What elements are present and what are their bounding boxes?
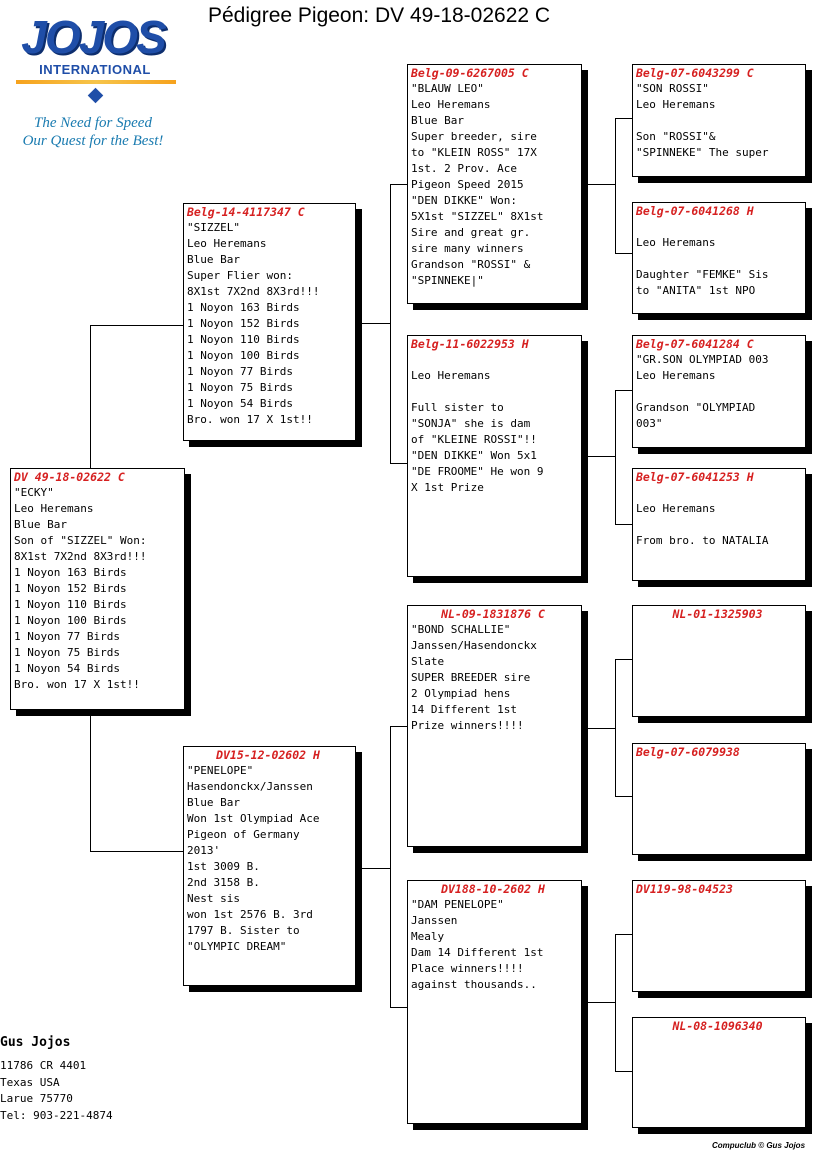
connector-line xyxy=(615,524,633,525)
pigeon-info-line: "ECKY" xyxy=(14,486,54,499)
logo-subtitle: INTERNATIONAL xyxy=(39,62,151,77)
ring-number: DV119-98-04523 xyxy=(636,882,733,896)
pigeon-info-line: Leo Heremans xyxy=(636,98,716,111)
pigeon-info-line: Mealy xyxy=(411,930,445,943)
pigeon-card-sire-sire-dam[interactable] xyxy=(632,202,806,314)
connector-line xyxy=(615,659,616,796)
logo-tagline-1: The Need for Speed xyxy=(34,115,152,131)
pigeon-info-line: Full sister to xyxy=(411,401,504,414)
pigeon-info-line: 1st 3009 B. xyxy=(187,860,260,873)
pigeon-card-dam-dam-sire[interactable] xyxy=(632,880,806,992)
ring-number: Belg-07-6079938 xyxy=(636,745,740,759)
pigeon-info-line xyxy=(636,219,805,235)
pigeon-info-line: "SPINNEKE" The super xyxy=(636,146,769,159)
pigeon-info-line: "SIZZEL" xyxy=(187,221,240,234)
pigeon-info-line: "DE FROOME" He won 9 xyxy=(411,465,544,478)
pigeon-info-line: Sire and great gr. xyxy=(411,226,531,239)
pigeon-card-sire-sire-sire[interactable] xyxy=(632,64,806,177)
pigeon-info-line: Won 1st Olympiad Ace xyxy=(187,812,320,825)
ring-number: DV15-12-02602 H xyxy=(216,748,320,762)
connector-line xyxy=(390,726,391,1007)
connector-line xyxy=(615,934,633,935)
pigeon-info-line: 1 Noyon 152 Birds xyxy=(187,317,300,330)
connector-line xyxy=(615,796,633,797)
connector-line xyxy=(588,1002,615,1003)
pigeon-info-line: Leo Heremans xyxy=(411,369,491,382)
pigeon-info-line: "BOND SCHALLIE" xyxy=(411,623,511,636)
pigeon-info-line xyxy=(411,384,581,400)
connector-line xyxy=(588,184,615,185)
ring-number: Belg-07-6041253 H xyxy=(636,470,754,484)
connector-line xyxy=(390,184,391,463)
pigeon-info-line: Leo Heremans xyxy=(636,369,716,382)
pigeon-info-line: "SONJA" she is dam xyxy=(411,417,531,430)
connector-line xyxy=(90,710,91,851)
pigeon-info-line: Leo Heremans xyxy=(187,237,267,250)
pigeon-info-line: "GR.SON OLYMPIAD 003 xyxy=(636,353,769,366)
connector-line xyxy=(615,659,633,660)
ring-number: Belg-11-6022953 H xyxy=(411,337,529,351)
pigeon-info-line: 1st. 2 Prov. Ace xyxy=(411,162,517,175)
pigeon-info-line: Blue Bar xyxy=(14,518,67,531)
pigeon-info-line: Pigeon of Germany xyxy=(187,828,300,841)
pigeon-info-line: Prize winners!!!! xyxy=(411,719,524,732)
pigeon-info-line: SUPER BREEDER sire xyxy=(411,671,531,684)
connector-line xyxy=(90,325,184,326)
connector-line xyxy=(390,726,408,727)
logo-diamond-icon xyxy=(88,88,104,104)
connector-line xyxy=(390,463,408,464)
pigeon-card-sire-dam-sire[interactable] xyxy=(632,335,806,448)
pigeon-info-line: 2013' xyxy=(187,844,221,857)
pigeon-info-line xyxy=(636,485,805,501)
pigeon-info-line: Dam 14 Different 1st xyxy=(411,946,544,959)
ring-number: Belg-07-6041268 H xyxy=(636,204,754,218)
pigeon-info-line: won 1st 2576 B. 3rd xyxy=(187,908,313,921)
connector-line xyxy=(90,325,91,468)
pigeon-card-sire-dam[interactable] xyxy=(407,335,582,577)
ring-number: NL-08-1096340 xyxy=(672,1019,763,1033)
ring-number: Belg-09-6267005 C xyxy=(411,66,529,80)
jojos-logo xyxy=(8,10,188,160)
logo-tagline-2: Our Quest for the Best! xyxy=(22,133,164,149)
logo-wordmark: JOJOS xyxy=(21,11,165,63)
pigeon-info-line: 14 Different 1st xyxy=(411,703,517,716)
connector-line xyxy=(615,118,633,119)
ring-number: Belg-07-6043299 C xyxy=(636,66,754,80)
connector-line xyxy=(90,851,184,852)
connector-line xyxy=(588,456,615,457)
pigeon-info-line: Slate xyxy=(411,655,445,668)
ring-number: NL-01-1325903 xyxy=(672,607,763,621)
pigeon-card-sire-sire[interactable] xyxy=(407,64,582,304)
pigeon-card-dam-sire-sire[interactable] xyxy=(632,605,806,717)
pigeon-info-line: of "KLEINE ROSSI"!! xyxy=(411,433,537,446)
owner-address-line: Texas USA xyxy=(0,1075,60,1089)
pigeon-info-line: 1 Noyon 54 Birds xyxy=(187,397,293,410)
pigeon-card-dam[interactable] xyxy=(183,746,356,986)
pigeon-card-dam-dam-dam[interactable] xyxy=(632,1017,806,1128)
pigeon-info-line xyxy=(636,251,805,267)
pigeon-info-line: "DEN DIKKE" Won 5x1 xyxy=(411,449,537,462)
owner-address-line: Larue 75770 xyxy=(0,1092,73,1105)
software-credit: Compuclub © Gus Jojos xyxy=(712,1141,806,1150)
pigeon-info-line: Leo Heremans xyxy=(14,502,94,515)
pigeon-info-line: Leo Heremans xyxy=(411,98,491,111)
owner-phone: Tel: 903-221-4874 xyxy=(0,1108,113,1122)
pigeon-info-line: 1 Noyon 75 Birds xyxy=(187,381,293,394)
pigeon-info-line: Son of "SIZZEL" Won: xyxy=(14,534,147,547)
pigeon-info-line xyxy=(636,517,805,533)
pigeon-info-line: "BLAUW LEO" xyxy=(411,82,484,95)
pigeon-info-line xyxy=(636,113,805,129)
owner-name: Gus Jojos xyxy=(0,1035,71,1050)
pigeon-info-line: Hasendonckx/Janssen xyxy=(187,780,313,793)
pigeon-info-line: 1797 B. Sister to xyxy=(187,924,300,937)
pigeon-info-line: Pigeon Speed 2015 xyxy=(411,178,524,191)
pigeon-info-line: Blue Bar xyxy=(411,114,464,127)
connector-line xyxy=(615,253,633,254)
pigeon-info-line: 8X1st 7X2nd 8X3rd!!! xyxy=(187,285,320,298)
pigeon-info-line: "DAM PENELOPE" xyxy=(411,898,504,911)
logo-swoosh xyxy=(16,80,176,84)
connector-line xyxy=(390,184,408,185)
pigeon-info-line: Grandson "OLYMPIAD xyxy=(636,401,756,414)
pigeon-info-line: 1 Noyon 100 Birds xyxy=(14,614,127,627)
pigeon-info-line: Super Flier won: xyxy=(187,269,293,282)
pigeon-card-dam-dam[interactable] xyxy=(407,880,582,1124)
page-title: Pédigree Pigeon: DV 49-18-02622 C xyxy=(208,4,551,27)
pigeon-info-line: 1 Noyon 152 Birds xyxy=(14,582,127,595)
pigeon-info-line: 1 Noyon 75 Birds xyxy=(14,646,120,659)
pigeon-info-line: sire many winners xyxy=(411,242,524,255)
pigeon-info-line: to "KLEIN ROSS" 17X xyxy=(411,146,537,159)
pigeon-info-line: Place winners!!!! xyxy=(411,962,524,975)
pigeon-card-dam-sire-dam[interactable] xyxy=(632,743,806,855)
pigeon-card-dam-sire[interactable] xyxy=(407,605,582,847)
pigeon-info-line: Bro. won 17 X 1st!! xyxy=(14,678,140,691)
pigeon-info-line: Leo Heremans xyxy=(636,236,716,249)
pigeon-info-line: "DEN DIKKE" Won: xyxy=(411,194,517,207)
connector-line xyxy=(390,1007,408,1008)
pigeon-info-line: 1 Noyon 54 Birds xyxy=(14,662,120,675)
owner-address xyxy=(0,1058,113,1124)
connector-line xyxy=(615,934,616,1071)
connector-line xyxy=(588,728,615,729)
connector-line xyxy=(615,390,616,524)
pigeon-info-line: 2 Olympiad hens xyxy=(411,687,511,700)
pigeon-info-line: 8X1st 7X2nd 8X3rd!!! xyxy=(14,550,147,563)
owner-address-line: 11786 CR 4401 xyxy=(0,1059,87,1072)
pigeon-info-line: 1 Noyon 100 Birds xyxy=(187,349,300,362)
pigeon-info-line: Super breeder, sire xyxy=(411,130,537,143)
pigeon-card-sire[interactable] xyxy=(183,203,356,441)
pigeon-info-line: 2nd 3158 B. xyxy=(187,876,260,889)
pigeon-info-line: to "ANITA" 1st NPO xyxy=(636,284,756,297)
pigeon-info-line: 003" xyxy=(636,417,663,430)
pigeon-info-line: 1 Noyon 110 Birds xyxy=(14,598,127,611)
pigeon-info-line: 1 Noyon 163 Birds xyxy=(187,301,300,314)
pigeon-info-line: "SON ROSSI" xyxy=(636,82,709,95)
pigeon-info-line: Janssen/Hasendonckx xyxy=(411,639,537,652)
pigeon-info-line: 1 Noyon 77 Birds xyxy=(14,630,120,643)
pigeon-info-line: Son "ROSSI"& xyxy=(636,130,716,143)
pigeon-info-line: 1 Noyon 110 Birds xyxy=(187,333,300,346)
ring-number: DV 49-18-02622 C xyxy=(14,470,125,484)
pigeon-info-line: Leo Heremans xyxy=(636,502,716,515)
pigeon-info-line xyxy=(411,352,581,368)
pigeon-info-line: 1 Noyon 77 Birds xyxy=(187,365,293,378)
pigeon-info-line: Nest sis xyxy=(187,892,240,905)
ring-number: Belg-07-6041284 C xyxy=(636,337,754,351)
connector-line xyxy=(615,390,633,391)
pigeon-info-line: Daughter "FEMKE" Sis xyxy=(636,268,769,281)
pigeon-info-line: Blue Bar xyxy=(187,253,240,266)
connector-line xyxy=(615,118,616,253)
pigeon-info-line: X 1st Prize xyxy=(411,481,484,494)
pigeon-info-line: Bro. won 17 X 1st!! xyxy=(187,413,313,426)
pigeon-info-line: "PENELOPE" xyxy=(187,764,254,777)
ring-number: DV188-10-2602 H xyxy=(441,882,545,896)
pigeon-info-line: Grandson "ROSSI" & xyxy=(411,258,531,271)
connector-line xyxy=(615,1071,633,1072)
pigeon-info-line: 1 Noyon 163 Birds xyxy=(14,566,127,579)
pigeon-info-line: "SPINNEKE|" xyxy=(411,274,484,287)
connector-line xyxy=(362,323,390,324)
pigeon-info-line: Blue Bar xyxy=(187,796,240,809)
ring-number: Belg-14-4117347 C xyxy=(187,205,305,219)
pigeon-info-line: Janssen xyxy=(411,914,458,927)
logo-tagline xyxy=(8,114,178,150)
pigeon-card-subject[interactable] xyxy=(10,468,185,710)
pigeon-card-sire-dam-dam[interactable] xyxy=(632,468,806,581)
pigeon-info-line: From bro. to NATALIA xyxy=(636,534,769,547)
pigeon-info-line xyxy=(636,384,805,400)
pigeon-info-line: "OLYMPIC DREAM" xyxy=(187,940,287,953)
pigeon-info-line: 5X1st "SIZZEL" 8X1st xyxy=(411,210,544,223)
ring-number: NL-09-1831876 C xyxy=(441,607,545,621)
connector-line xyxy=(362,868,390,869)
pigeon-info-line: against thousands.. xyxy=(411,978,537,991)
